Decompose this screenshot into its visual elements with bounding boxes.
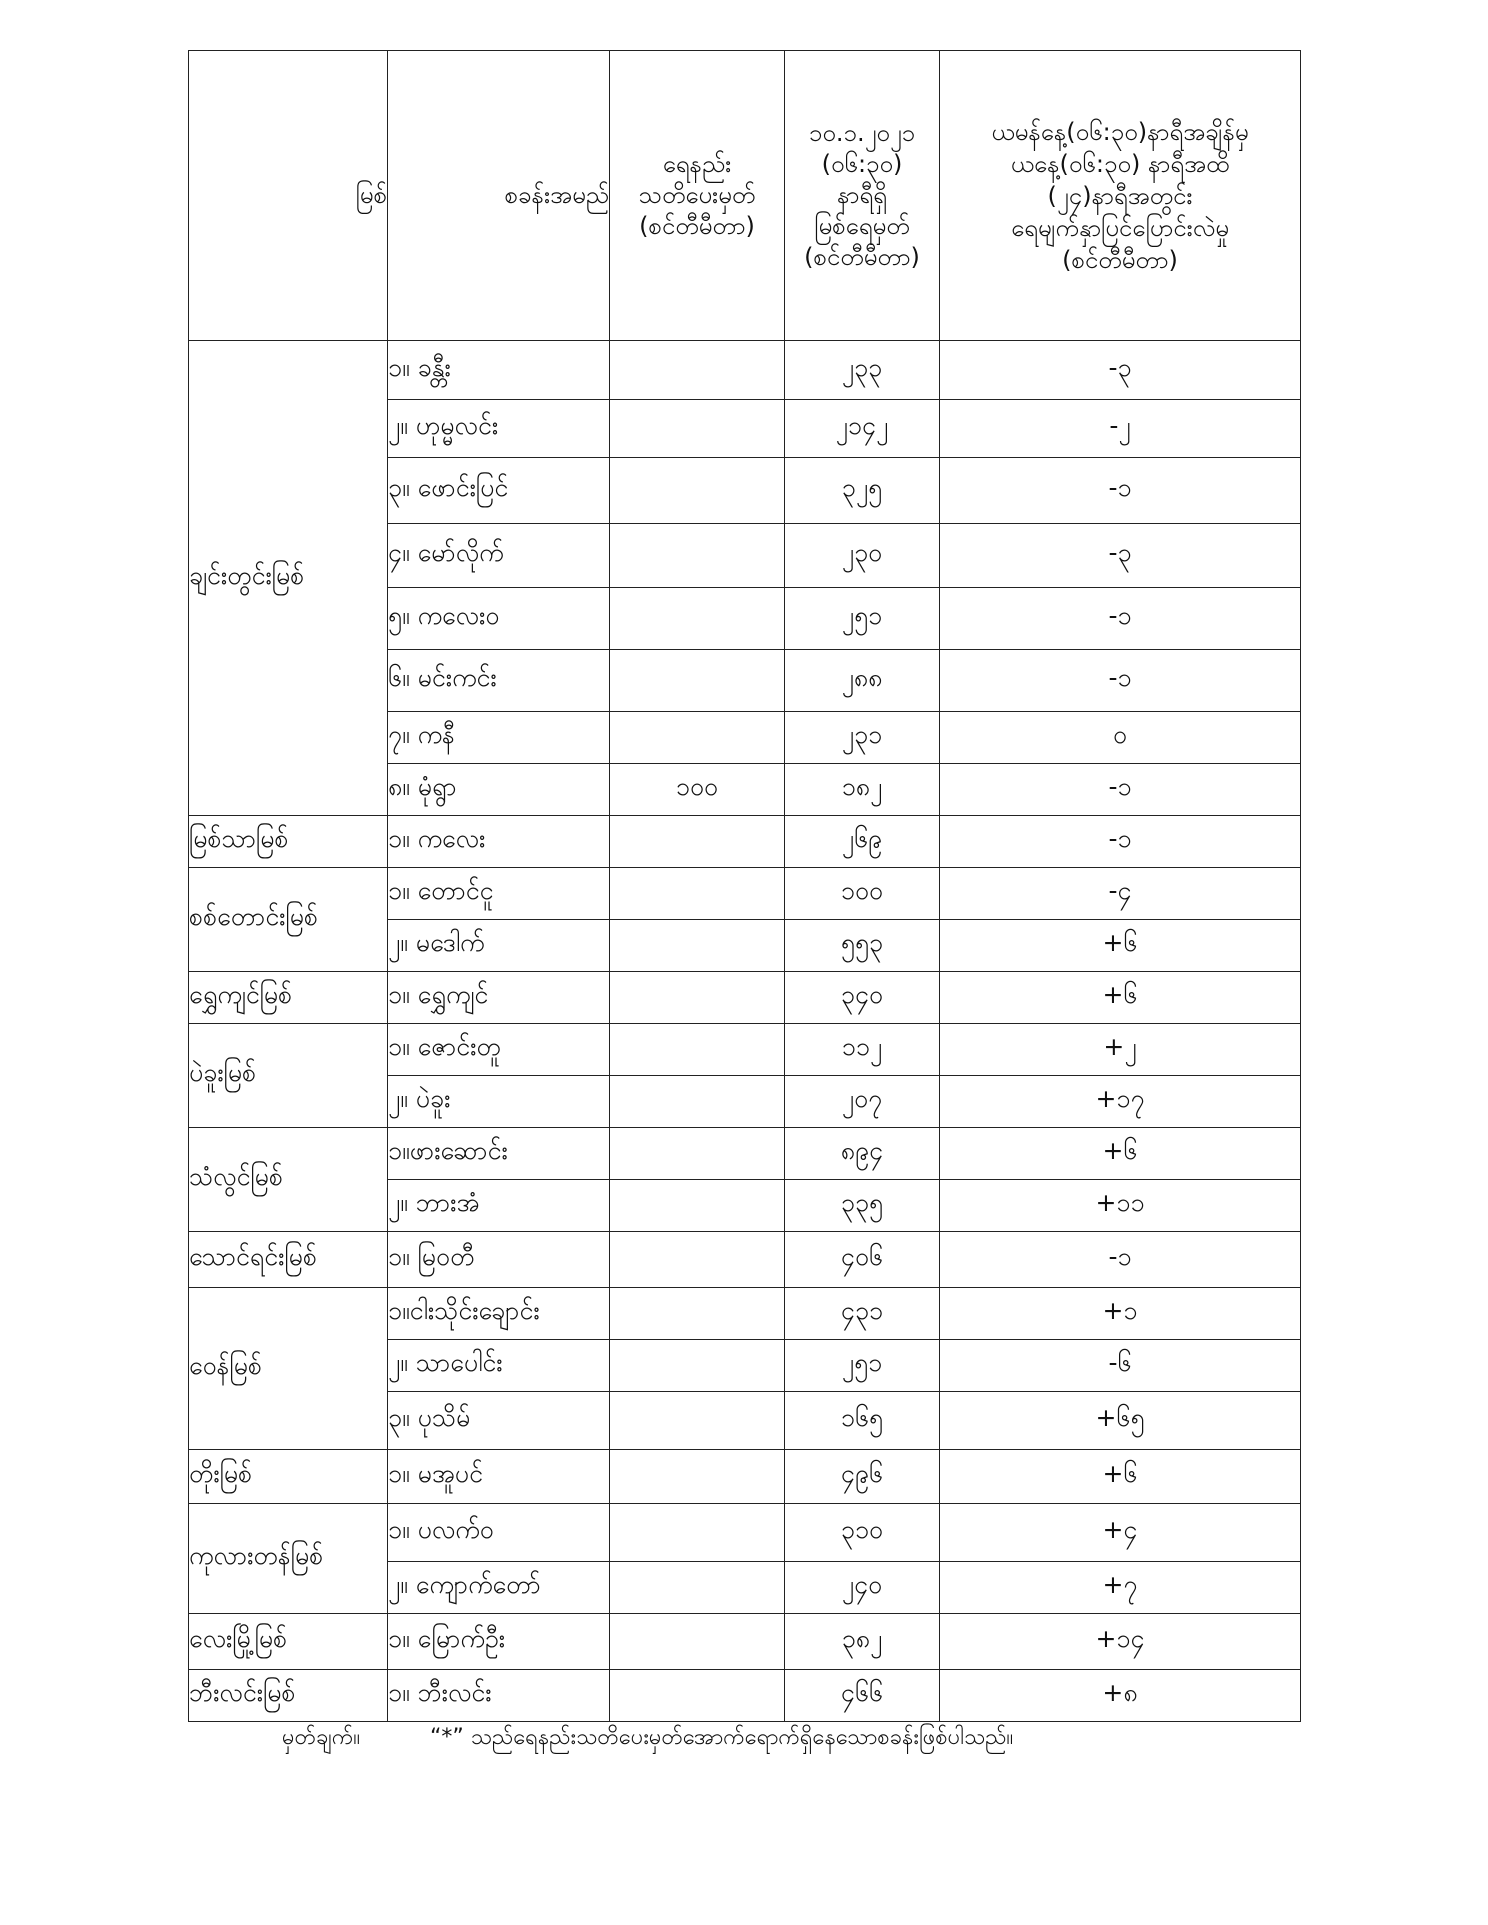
level-change-cell: -၁ (940, 816, 1301, 868)
warning-level-cell (610, 1232, 785, 1288)
water-level-cell: ၃၈၂ (785, 1614, 940, 1670)
river-name-cell: ဝေန်မြစ် (189, 1288, 388, 1450)
level-change-cell: -၁ (940, 458, 1301, 524)
table-row (189, 1024, 1301, 1076)
station-name-cell: ၁။ မအူပင် (388, 1450, 610, 1504)
level-change-cell: -၁ (940, 1232, 1301, 1288)
warning-level-cell (610, 1288, 785, 1340)
level-change-cell: +၇ (940, 1562, 1301, 1614)
level-change-cell: -၃ (940, 524, 1301, 588)
warning-level-cell (610, 458, 785, 524)
water-level-cell: ၈၉၄ (785, 1128, 940, 1180)
station-name-cell: ၁။ ပလက်ဝ (388, 1504, 610, 1562)
water-level-cell: ၂၅၁ (785, 588, 940, 650)
warning-level-cell (610, 524, 785, 588)
table-row (189, 972, 1301, 1024)
warning-level-cell (610, 1340, 785, 1392)
station-name-cell: ၁။ တောင်ငူ (388, 868, 610, 920)
level-change-cell: +၆ (940, 920, 1301, 972)
level-change-cell: -၁ (940, 650, 1301, 712)
water-level-cell: ၂၀၇ (785, 1076, 940, 1128)
water-level-cell: ၃၃၅ (785, 1180, 940, 1232)
water-level-cell: ၂၅၁ (785, 1340, 940, 1392)
river-name-cell: မြစ်သာမြစ် (189, 816, 388, 868)
level-change-cell: +၁၄ (940, 1614, 1301, 1670)
header-river: မြစ် (189, 51, 388, 341)
warning-level-cell (610, 1562, 785, 1614)
table-body (189, 341, 1301, 1722)
water-level-cell: ၄၉၆ (785, 1450, 940, 1504)
table-row (189, 1128, 1301, 1180)
footnote (0, 1722, 1488, 1752)
warning-level-cell (610, 1670, 785, 1722)
water-level-cell: ၁၈၂ (785, 764, 940, 816)
station-name-cell: ၂။ ဟုမ္မလင်း (388, 400, 610, 458)
water-level-cell: ၃၄၀ (785, 972, 940, 1024)
water-level-cell: ၅၅၃ (785, 920, 940, 972)
station-name-cell: ၁။ ရွှေကျင် (388, 972, 610, 1024)
station-name-cell: ၁။ငါးသိုင်းချောင်း (388, 1288, 610, 1340)
table-row (189, 1450, 1301, 1504)
river-name-cell: ကုလားတန်မြစ် (189, 1504, 388, 1614)
station-name-cell: ၁။ ခန္တီး (388, 341, 610, 400)
warning-level-cell: ၁၀၀ (610, 764, 785, 816)
warning-level-cell (610, 868, 785, 920)
river-level-table (188, 50, 1301, 1722)
level-change-cell: +၁၇ (940, 1076, 1301, 1128)
header-warning: ရေနည်း သတိပေးမှတ် (စင်တီမီတာ) (610, 51, 785, 341)
level-change-cell: +၁၁ (940, 1180, 1301, 1232)
warning-level-cell (610, 650, 785, 712)
header-level: ၁၀.၁.၂၀၂၁ (၀၆:၃၀) နာရီရှိ မြစ်ရေမှတ် (စင်တီမီတာ) (785, 51, 940, 341)
water-level-cell: ၂၁၄၂ (785, 400, 940, 458)
level-change-cell: +၁ (940, 1288, 1301, 1340)
warning-level-cell (610, 816, 785, 868)
warning-level-cell (610, 972, 785, 1024)
water-level-cell: ၂၆၉ (785, 816, 940, 868)
level-change-cell: -၁ (940, 588, 1301, 650)
table-row (189, 1288, 1301, 1340)
level-change-cell: +၄ (940, 1504, 1301, 1562)
header-change: ယမန်နေ့(၀၆:၃၀)နာရီအချိန်မှ ယနေ့(၀၆:၃၀) နာရီအထိ (၂၄)နာရီအတွင်း ရေမျက်နှာပြင်ပြောင်းလဲမှု (စင်တီမီတာ) (940, 51, 1301, 341)
warning-level-cell (610, 1614, 785, 1670)
station-name-cell: ၂။ ကျောက်တော် (388, 1562, 610, 1614)
water-level-cell: ၁၆၅ (785, 1392, 940, 1450)
station-name-cell: ၃။ ဖောင်းပြင် (388, 458, 610, 524)
warning-level-cell (610, 920, 785, 972)
river-name-cell: ချင်းတွင်းမြစ် (189, 341, 388, 816)
level-change-cell: +၆ (940, 1450, 1301, 1504)
level-change-cell: +၆ (940, 1128, 1301, 1180)
water-level-cell: ၃၂၅ (785, 458, 940, 524)
station-name-cell: ၈။ မုံရွာ (388, 764, 610, 816)
station-name-cell: ၂။ ပဲခူး (388, 1076, 610, 1128)
warning-level-cell (610, 1392, 785, 1450)
river-name-cell: ရွှေကျင်မြစ် (189, 972, 388, 1024)
station-name-cell: ၁။ ဘီးလင်း (388, 1670, 610, 1722)
warning-level-cell (610, 588, 785, 650)
warning-level-cell (610, 341, 785, 400)
header-row (189, 51, 1301, 341)
water-level-cell: ၄၆၆ (785, 1670, 940, 1722)
level-change-cell: +၆ (940, 972, 1301, 1024)
table-row (189, 1614, 1301, 1670)
level-change-cell: -၃ (940, 341, 1301, 400)
level-change-cell: -၂ (940, 400, 1301, 458)
river-name-cell: စစ်တောင်းမြစ် (189, 868, 388, 972)
level-change-cell: -၁ (940, 764, 1301, 816)
water-level-cell: ၂၃၃ (785, 341, 940, 400)
water-level-cell: ၂၈၈ (785, 650, 940, 712)
station-name-cell: ၅။ ကလေးဝ (388, 588, 610, 650)
water-level-cell: ၂၄၀ (785, 1562, 940, 1614)
level-change-cell: -၆ (940, 1340, 1301, 1392)
river-name-cell: သံလွင်မြစ် (189, 1128, 388, 1232)
water-level-cell: ၂၃၀ (785, 524, 940, 588)
station-name-cell: ၃။ ပုသိမ် (388, 1392, 610, 1450)
river-name-cell: တိုးမြစ် (189, 1450, 388, 1504)
station-name-cell: ၁။ဖားဆောင်း (388, 1128, 610, 1180)
river-name-cell: လေးမြို့မြစ် (189, 1614, 388, 1670)
level-change-cell: +၈ (940, 1670, 1301, 1722)
warning-level-cell (610, 400, 785, 458)
station-name-cell: ၁။ ကလေး (388, 816, 610, 868)
water-level-cell: ၃၁၀ (785, 1504, 940, 1562)
water-level-cell: ၄၀၆ (785, 1232, 940, 1288)
table-row (189, 341, 1301, 400)
warning-level-cell (610, 1180, 785, 1232)
station-name-cell: ၁။ မြဝတီ (388, 1232, 610, 1288)
warning-level-cell (610, 1128, 785, 1180)
station-name-cell: ၂။ မဒေါက် (388, 920, 610, 972)
station-name-cell: ၇။ ကနီ (388, 712, 610, 764)
warning-level-cell (610, 1024, 785, 1076)
table-row (189, 816, 1301, 868)
level-change-cell: +၂ (940, 1024, 1301, 1076)
table-row (189, 1670, 1301, 1722)
table-row (189, 868, 1301, 920)
river-name-cell: ဘီးလင်းမြစ် (189, 1670, 388, 1722)
water-level-cell: ၁၀၀ (785, 868, 940, 920)
table-row (189, 1232, 1301, 1288)
header-station: စခန်းအမည် (388, 51, 610, 341)
warning-level-cell (610, 1076, 785, 1128)
level-change-cell: -၄ (940, 868, 1301, 920)
station-name-cell: ၄။ မော်လိုက် (388, 524, 610, 588)
level-change-cell: +၆၅ (940, 1392, 1301, 1450)
water-level-cell: ၁၁၂ (785, 1024, 940, 1076)
warning-level-cell (610, 1504, 785, 1562)
station-name-cell: ၂။ သာပေါင်း (388, 1340, 610, 1392)
water-level-cell: ၄၃၁ (785, 1288, 940, 1340)
footnote-label: မှတ်ချက်။ (282, 1725, 361, 1750)
station-name-cell: ၁။ ဇောင်းတူ (388, 1024, 610, 1076)
footnote-text: “*” သည်ရေနည်းသတိပေးမှတ်အောက်ရောက်ရှိနေသောစခန်းဖြစ်ပါသည်။ (430, 1725, 1014, 1750)
station-name-cell: ၆။ မင်းကင်း (388, 650, 610, 712)
river-name-cell: ပဲခူးမြစ် (189, 1024, 388, 1128)
station-name-cell: ၂။ ဘားအံ (388, 1180, 610, 1232)
level-change-cell: ၀ (940, 712, 1301, 764)
river-name-cell: သောင်ရင်းမြစ် (189, 1232, 388, 1288)
table-row (189, 1504, 1301, 1562)
warning-level-cell (610, 1450, 785, 1504)
station-name-cell: ၁။ မြောက်ဦး (388, 1614, 610, 1670)
warning-level-cell (610, 712, 785, 764)
water-level-cell: ၂၃၁ (785, 712, 940, 764)
